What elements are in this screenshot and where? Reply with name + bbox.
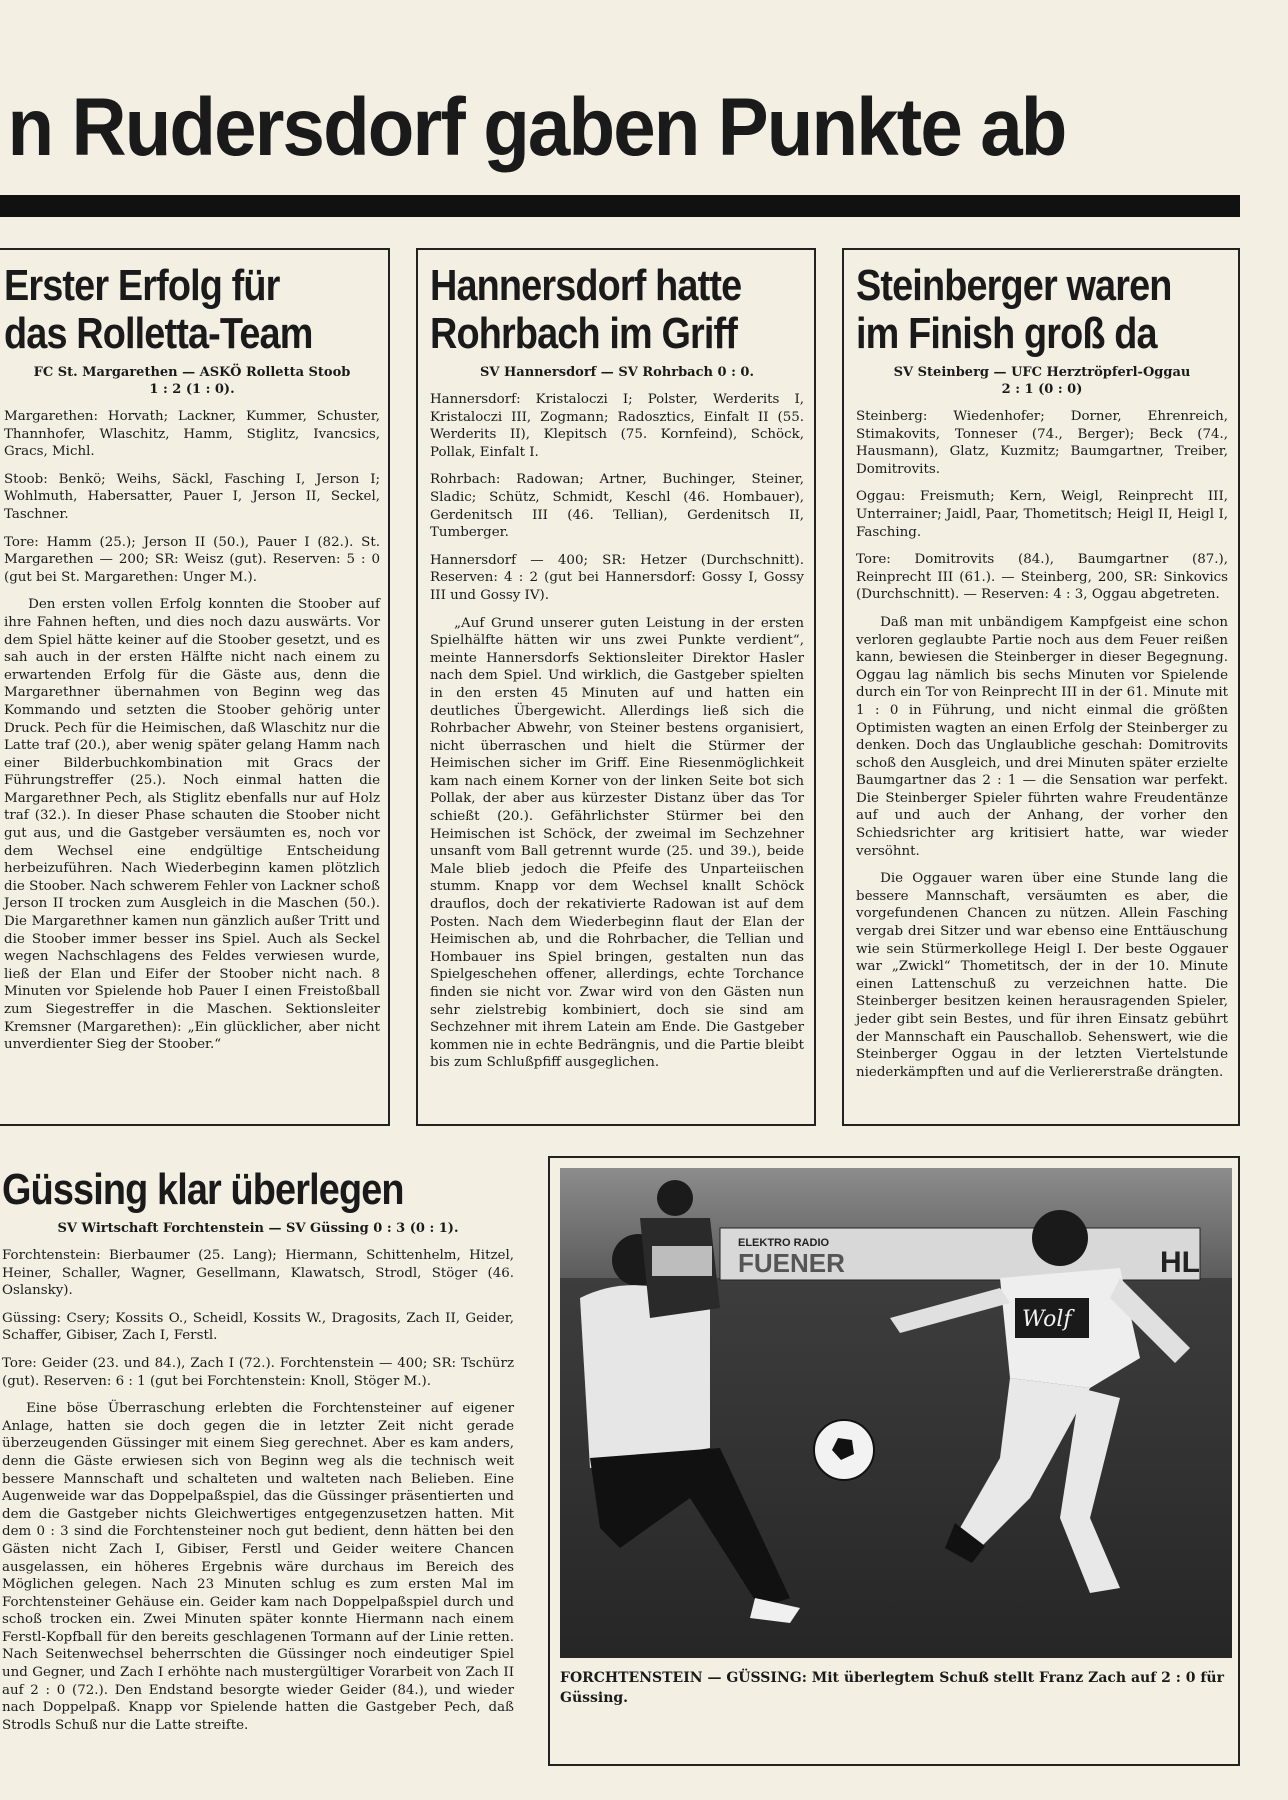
article-title bbox=[4, 262, 327, 358]
lineup-home: Steinberg: Wiedenhofer; Dorner, Ehrenreich, Stimakovits, Tonneser (74., Berger); Beck (74., Hausmann), Glatz, Kuzmitz; Baumgartner, Treiber, Domitrovits. bbox=[856, 409, 1228, 477]
match-line: SV Wirtschaft Forchtenstein — SV Güssing 0 : 3 (0 : 1). bbox=[57, 1221, 459, 1236]
match-line: SV Steinberg — UFC Herztröpferl-Oggau bbox=[893, 365, 1191, 380]
goals-info: Hannersdorf — 400; SR: Hetzer (Durchschnitt). Reserven: 4 : 2 (gut bei Hannersdorf: Gossy I, Gossy III und Gossy IV). bbox=[430, 552, 804, 603]
jersey-logo: Wolf bbox=[1022, 1307, 1072, 1332]
article-title-line: im Finish groß da bbox=[856, 309, 1157, 358]
page-headline: n Rudersdorf gaben Punkte ab bbox=[7, 82, 1066, 173]
article-title-line: Steinberger waren bbox=[856, 261, 1172, 310]
photo-caption: FORCHTENSTEIN — GÜSSING: Mit überlegtem Schuß stellt Franz Zach auf 2 : 0 für Güssing. bbox=[560, 1670, 1224, 1706]
article-body: Die Oggauer waren über eine Stunde lang die bessere Mannschaft, versäumten es aber, die vorgefundenen Chancen zu nützen. Allein Fasching vergab drei Sitzer und war ebenso eine Enttäuschung wie sein Stürmerkollege Heigl I. Der beste Oggauer war „Zwickl“ Thometitsch, der in der 10. Minute einen Lattenschuß zu verzeichnen hatte. Die Steinberger besitzen keinen herausragenden Spieler, jeder gibt sein Bestes, und für ihren Einsatz gebührt der Mannschaft ein Pauschallob. Sehenswert, wie die Steinberger Oggau in der letzten Viertelstunde niederkämpften und auf die Verliererstraße drängten. bbox=[856, 871, 1228, 1080]
article-title-line: Erster Erfolg für bbox=[4, 261, 280, 310]
article-title-line: Güssing klar überlegen bbox=[2, 1165, 404, 1214]
lineup-away: Rohrbach: Radowan; Artner, Buchinger, Steiner, Sladic; Schütz, Schmidt, Keschl (46. Hombauer), Gerdenitsch III (46. Tellian), Gerdenitsch II, Tumberger. bbox=[430, 472, 804, 541]
match-line: SV Hannersdorf — SV Rohrbach 0 : 0. bbox=[480, 365, 754, 380]
lineup-away: Stoob: Benkö; Weihs, Säckl, Fasching I, Jerson I; Wohlmuth, Habersatter, Pauer I, Jerson II, Seckel, Taschner. bbox=[4, 471, 380, 522]
photo-box bbox=[548, 1156, 1240, 1766]
match-result bbox=[4, 364, 380, 398]
article-body: Den ersten vollen Erfolg konnten die Stoober auf ihre Fahnen heften, und dies noch dazu auswärts. Vor dem Spiel hätte keiner auf die Stoober gesetzt, und es sah auch in der ersten Hälfte nicht nach einem zu erwartenden Erfolg für die Gäste aus, denn die Margarethner übernahmen von Beginn weg das Kommando und setzten die Stoober gehörig unter Druck. Pech für die Heimischen, daß Wlaschitz nur die Latte traf (20.), aber wenig später gelang Hamm nach einer Bilderbuchkombination mit Gracs der Führungstreffer (25.). Noch einmal hatten die Margarethner Pech, als Stiglitz ebenfalls nur auf Holz traf (32.). In dieser Phase schauten die Stoober nicht gut aus, und die Gastgeber versäumten es, noch vor dem Wechsel eine endgültige Entscheidung herbeizuführen. Nach Wiederbeginn kamen plötzlich die Stoober. Nach schwerem Fehler von Lackner schoß Jerson II trocken zum Ausgleich in die Maschen (50.). Die Margarethner kamen nun gänzlich außer Tritt und die Stoober immer besser ins Spiel. Auch als Seckel wegen Nachschlagens des Feldes verwiesen wurde, ließ der Elan und Eifer der Stoober nicht nach. 8 Minuten vor Spielende hob Pauer I einen Freistoßball zum Siegestreffer in die Maschen. Sektionsleiter Kremsner (Margarethen): „Ein glücklicher, aber nicht unverdienter Sieg der Stoober.“ bbox=[4, 597, 380, 1053]
match-result bbox=[856, 364, 1228, 398]
article-body: Daß man mit unbändigem Kampfgeist eine schon verloren geglaubte Partie noch aus dem Feuer reißen kann, bewiesen die Steinberger in dieser Begegnung. Oggau lag nämlich bis sechs Minuten vor Spielende durch ein Tor von Reinprecht III in der 61. Minute mit 1 : 0 in Führung, und nicht einmal die größten Optimisten wagten an einen Erfolg der Steinberger zu denken. Doch das Unglaubliche geschah: Domitrovits schoß den Ausgleich, und drei Minuten später erzielte Baumgartner das 2 : 1 — die Sensation war perfekt. Die Steinberger Spieler führten wahre Freudentänze auf und auch der Anhang, der vorher den Schiedsrichter arg kritisiert hatte, war wieder versöhnt. bbox=[856, 614, 1228, 859]
goals-info: Tore: Hamm (25.); Jerson II (50.), Pauer I (82.). St. Margarethen — 200; SR: Weisz (gut). Reserven: 5 : 0 (gut bei St. Margarethen: Unger M.). bbox=[4, 534, 380, 585]
goals-info: Tore: Geider (23. und 84.), Zach I (72.). Forchtenstein — 400; SR: Tschürz (gut). Reserven: 6 : 1 (gut bei Forchtenstein: Knoll, Stöger M.). bbox=[2, 1355, 514, 1389]
article-st-margarethen bbox=[0, 248, 390, 1126]
match-photo bbox=[560, 1168, 1232, 1658]
article-steinberg bbox=[842, 248, 1240, 1126]
goals-info: Tore: Domitrovits (84.), Baumgartner (87.), Reinprecht III (61.). — Steinberg, 200, SR: Sinkovics (Durchschnitt). — Reserven: 4 : 3, Oggau abgetreten. bbox=[856, 552, 1228, 603]
banner-text: ELEKTRO RADIO bbox=[738, 1237, 830, 1249]
banner-text: FUENER bbox=[738, 1248, 845, 1278]
match-result bbox=[430, 364, 804, 381]
match-line: FC St. Margarethen — ASKÖ Rolletta Stoob bbox=[33, 365, 351, 380]
lineup-home: Margarethen: Horvath; Lackner, Kummer, Schuster, Thannhofer, Wlaschitz, Hamm, Stiglitz, Ivancsics, Gracs, Michl. bbox=[4, 409, 380, 460]
banner-text: HL bbox=[1160, 1246, 1200, 1279]
headline-rule bbox=[0, 195, 1240, 217]
article-guessing bbox=[0, 1156, 524, 1766]
lineup-home: Forchtenstein: Bierbaumer (25. Lang); Hiermann, Schittenhelm, Hitzel, Heiner, Schaller, Wagner, Gesellmann, Klawatsch, Strodl, Stöger (46. Oslansky). bbox=[2, 1248, 514, 1299]
article-title-line: das Rolletta-Team bbox=[4, 309, 313, 358]
article-body: „Auf Grund unserer guten Leistung in der ersten Spielhälfte hätten wir uns zwei Punkte verdient“, meinte Hannersdorfs Sektionsleiter Direktor Hasler nach dem Spiel. Und wirklich, die Gastgeber spielten in den ersten 45 Minuten auf und hatten ein deutliches Übergewicht. Allerdings ließ sich die Rohrbacher Abwehr, von Steiner bestens organisiert, nicht überraschen und hielt die Stürmer der Heimischen sicher im Griff. Eine Riesenmöglichkeit kam nach einem Korner von der linken Seite bot sich Pollak, der aber aus kürzester Distanz über das Tor schießt (20.). Gefährlichster Stürmer bei den Heimischen ist Schöck, der zweimal im Sechzehner unsanft vom Ball getrennt wurde (25. und 39.), beide Male blieb jedoch die Pfeife des Unparteiischen stumm. Knapp vor dem Wechsel knallt Schöck drauflos, doch der rekativierte Radowan ist auf dem Posten. Nach dem Wiederbeginn flaut der Elan der Heimischen ab, und die Rohrbacher, die Tellian und Hombauer ins Spiel bringen, gestalten nun das Spielgeschehen offener, allerdings, echte Torchance finden sie nicht vor. Zwar wird von den Gästen nun sehr zielstrebig kombiniert, doch sie sind am Sechzehner mit ihrem Latein am Ende. Die Gastgeber kommen nie in echte Bedrängnis, und die Partie bleibt bis zum Schlußpfiff ausgeglichen. bbox=[430, 615, 804, 1071]
article-title-line: Hannersdorf hatte bbox=[430, 261, 742, 310]
article-hannersdorf bbox=[416, 248, 816, 1126]
article-body: Eine böse Überraschung erlebten die Forchtensteiner auf eigener Anlage, hatten sie doch gegen die in letzter Zeit nicht gerade überzeugenden Güssinger mit einem Sieg gerechnet. Aber es kam anders, denn die Gäste erwiesen sich von Beginn weg als die technisch weit bessere Mannschaft und schalteten und walteten nach Belieben. Eine Augenweide war das Doppelpaßspiel, das die Güssinger präsentierten und dem die Gastgeber nichts Gleichwertiges entgegenzusetzen hatten. Mit dem 0 : 3 sind die Forchtensteiner noch gut bedient, denn hätten bei den Gästen nicht Zach I, Gibiser, Ferstl und Geider weitere Chancen ausgelassen, ein höheres Ergebnis wäre durchaus im Bereich des Möglichen gelegen. Nach 23 Minuten schlug es zum ersten Mal im Forchtensteiner Gehäuse ein. Geider kam nach Doppelpaßspiel durch und schoß trocken ein. Zwei Minuten später konnte Hiermann nach einem Ferstl-Kopfball für den bereits geschlagenen Tormann auf der Linie retten. Nach Seitenwechsel beherrschten die Güssinger noch eindeutiger Spiel und Gegner, und Zach I erhöhte nach mustergültiger Vorarbeit von Zach II auf 2 : 0 (72.). Den Endstand besorgte wieder Geider (84.), und wieder nach Doppelpaß. Knapp vor Spielende hatten die Gastgeber Pech, daß Strodls Schuß nur die Latte streifte. bbox=[2, 1401, 514, 1733]
lineup-home: Hannersdorf: Kristaloczi I; Polster, Werderits I, Kristaloczi III, Zogmann; Radosztics, Einfalt II (55. Werderits II), Klepitsch (75. Kornfeind), Schöck, Pollak, Einfalt I. bbox=[430, 392, 804, 460]
match-score: 2 : 1 (0 : 0) bbox=[1001, 382, 1083, 397]
article-title bbox=[856, 262, 1176, 358]
article-title bbox=[2, 1166, 442, 1214]
article-title bbox=[430, 262, 752, 358]
article-title-line: Rohrbach im Griff bbox=[430, 309, 738, 358]
photo-illustration bbox=[560, 1168, 1232, 1658]
match-result bbox=[2, 1220, 514, 1237]
match-score: 1 : 2 (1 : 0). bbox=[149, 382, 235, 397]
lineup-away: Güssing: Csery; Kossits O., Scheidl, Kossits W., Dragosits, Zach II, Geider, Schaffer, Gibiser, Zach I, Ferstl. bbox=[2, 1310, 514, 1344]
lineup-away: Oggau: Freismuth; Kern, Weigl, Reinprecht III, Unterrainer; Jaidl, Paar, Thometitsch; Heigl II, Heigl I, Fasching. bbox=[856, 489, 1228, 540]
